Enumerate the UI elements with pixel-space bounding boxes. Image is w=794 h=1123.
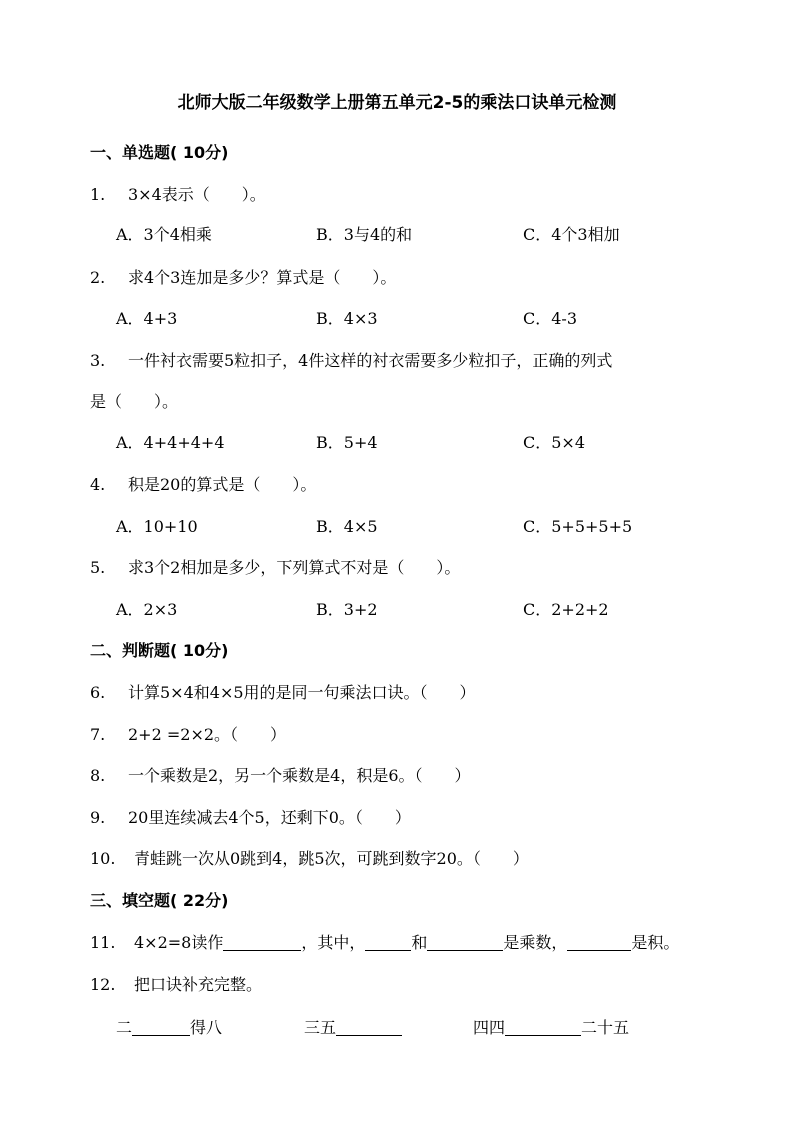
q4-option-c: C．5+5+5+5 [523, 517, 633, 536]
question-text: 求4个3连加是多少？算式是（ ）。 [128, 268, 397, 287]
section-heading-true-false: 二、判断题( 10分) [90, 641, 229, 660]
rhyme-text: 四四 [473, 1018, 506, 1037]
question-number: 9. [90, 808, 106, 827]
answer-blank[interactable] [567, 934, 631, 951]
q3-option-a: A．4+4+4+4 [116, 433, 225, 452]
question-text: 青蛙跳一次从0跳到4，跳5次，可跳到数字20。（ ） [134, 849, 529, 868]
q5-option-a: A．2×3 [116, 600, 178, 619]
question-4 [90, 472, 316, 495]
q1-option-a: A．3个4相乘 [116, 225, 212, 244]
question-number: 8. [90, 766, 106, 785]
question-1 [90, 182, 266, 205]
q2-option-c: C．4-3 [523, 309, 578, 328]
question-text-part: 是乘数， [503, 933, 568, 952]
question-text-part: 是积。 [631, 933, 680, 952]
q2-option-a: A．4+3 [116, 309, 178, 328]
question-9 [90, 805, 411, 828]
answer-blank[interactable] [223, 934, 301, 951]
answer-blank[interactable] [336, 1019, 402, 1036]
page-title: 北师大版二年级数学上册第五单元2-5的乘法口诀单元检测 [177, 93, 617, 113]
rhyme-text: 二十五 [581, 1018, 630, 1037]
rhyme-text: 三五 [304, 1018, 337, 1037]
section-heading-fill-in: 三、填空题( 22分) [90, 891, 229, 910]
question-6 [90, 680, 476, 703]
answer-blank[interactable] [427, 934, 503, 951]
q3-option-c: C．5×4 [523, 433, 586, 452]
question-text: 一件衬衣需要5粒扣子，4件这样的衬衣需要多少粒扣子，正确的列式 [128, 351, 613, 370]
q3-option-b: B．5+4 [316, 433, 378, 452]
question-8 [90, 763, 471, 786]
q1-option-c: C．4个3相加 [523, 225, 620, 244]
rhyme-item-2 [304, 1015, 402, 1038]
question-text: 求3个2相加是多少，下列算式不对是（ ）。 [128, 558, 461, 577]
rhyme-item-1 [116, 1015, 222, 1038]
question-number: 4. [90, 475, 106, 494]
question-7 [90, 722, 286, 745]
question-text: 计算5×4和4×5用的是同一句乘法口诀。（ ） [128, 683, 476, 702]
answer-blank[interactable] [505, 1019, 581, 1036]
q5-option-c: C．2+2+2 [523, 600, 609, 619]
question-number: 3. [90, 351, 106, 370]
question-number: 11. [90, 933, 116, 952]
question-2 [90, 265, 396, 288]
question-text: 积是20的算式是（ ）。 [128, 475, 317, 494]
q4-option-a: A．10+10 [116, 517, 198, 536]
q5-option-b: B．3+2 [316, 600, 378, 619]
question-text: 2+2 =2×2。（ ） [128, 725, 287, 744]
question-text-part: 4×2=8读作 [134, 933, 224, 952]
q2-option-b: B．4×3 [316, 309, 378, 328]
question-text-part: 和 [411, 933, 428, 952]
question-text: 把口诀补充完整。 [134, 975, 263, 994]
question-number: 2. [90, 268, 106, 287]
question-number: 5. [90, 558, 106, 577]
rhyme-text: 得八 [190, 1018, 223, 1037]
rhyme-item-3 [473, 1015, 629, 1038]
question-text: 一个乘数是2，另一个乘数是4，积是6。（ ） [128, 766, 471, 785]
question-3 [90, 348, 612, 371]
q4-option-b: B．4×5 [316, 517, 378, 536]
question-text: 3×4表示（ ）。 [128, 185, 266, 204]
question-number: 12. [90, 975, 116, 994]
question-10 [90, 846, 529, 869]
question-text-part: ，其中， [301, 933, 366, 952]
q1-option-b: B．3与4的和 [316, 225, 413, 244]
question-5 [90, 555, 460, 578]
answer-blank[interactable] [365, 934, 411, 951]
question-number: 10. [90, 849, 116, 868]
question-11 [90, 930, 679, 953]
question-number: 6. [90, 683, 106, 702]
question-12 [90, 972, 262, 995]
rhyme-text: 二 [116, 1018, 133, 1037]
question-text: 20里连续减去4个5，还剩下0。（ ） [128, 808, 411, 827]
question-number: 7. [90, 725, 106, 744]
section-heading-single-choice: 一、单选题( 10分) [90, 143, 229, 162]
question-3-continued: 是（ ）。 [90, 392, 179, 411]
question-number: 1. [90, 185, 106, 204]
answer-blank[interactable] [132, 1019, 190, 1036]
